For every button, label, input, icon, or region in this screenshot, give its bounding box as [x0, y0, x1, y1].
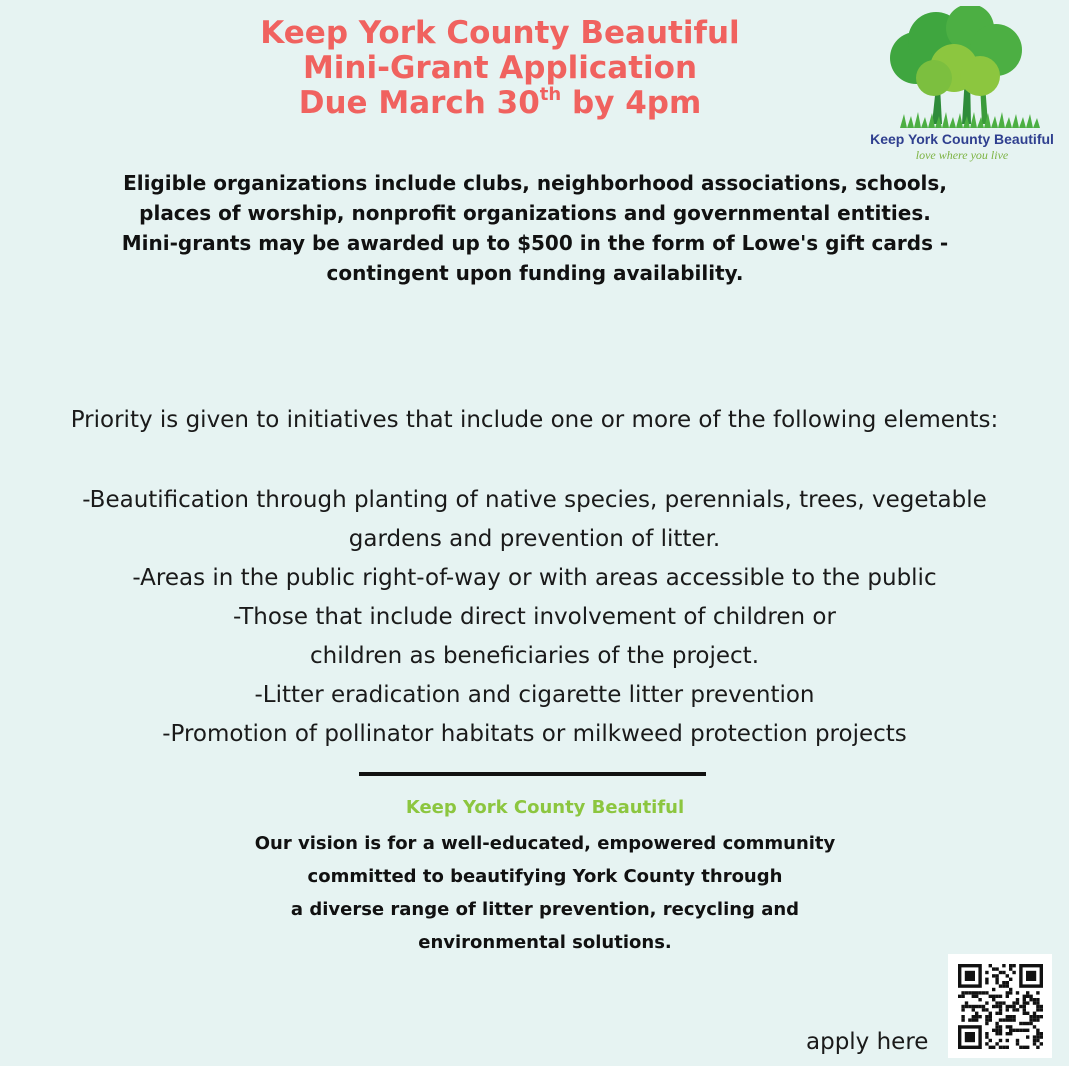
list-item: children as beneficiaries of the project.: [309, 643, 760, 669]
list-item: gardens and prevention of litter.: [348, 526, 721, 552]
intro-line: Eligible organizations include clubs, neighborhood associations, schools,: [123, 171, 947, 195]
list-item: -Areas in the public right-of-way or with areas accessible to the public: [132, 565, 937, 591]
intro-line: places of worship, nonprofit organizations and governmental entities.: [139, 201, 931, 225]
list-item: -Promotion of pollinator habitats or milkweed protection projects: [162, 721, 907, 747]
logo-name: Keep York County Beautiful: [870, 131, 1054, 147]
tree-logo-icon: [870, 6, 1055, 166]
qr-code-icon[interactable]: [948, 954, 1052, 1058]
vision-org-name: Keep York County Beautiful: [405, 797, 685, 818]
logo-tagline: love where you live: [915, 148, 1009, 162]
vision-line: environmental solutions.: [418, 932, 672, 953]
list-item: -Litter eradication and cigarette litter prevention: [254, 682, 815, 708]
due-date: Due March 30th by 4pm: [298, 84, 702, 121]
title-line-2: Mini-Grant Application: [302, 50, 698, 86]
apply-here-label: apply here: [806, 1029, 929, 1055]
list-item: -Those that include direct involvement of children or: [233, 604, 836, 630]
vision-statement: [180, 827, 910, 959]
intro-line: contingent upon funding availability.: [326, 261, 744, 285]
qr-code-graphic: [948, 954, 1052, 1058]
vision-line: committed to beautifying York County through: [307, 866, 783, 887]
page-title: [200, 16, 800, 121]
list-item: -Beautification through planting of native species, perennials, trees, vegetable: [82, 487, 987, 513]
priority-heading: Priority is given to initiatives that include one or more of the following elements:: [70, 407, 999, 433]
vision-line: a diverse range of litter prevention, recycling and: [290, 899, 800, 920]
kycb-logo: [870, 6, 1055, 166]
eligibility-text: [40, 168, 1030, 288]
priority-list: [20, 481, 1049, 754]
intro-line: Mini-grants may be awarded up to $500 in the form of Lowe's gift cards -: [121, 231, 949, 255]
divider: [359, 772, 706, 776]
title-line-1: Keep York County Beautiful: [260, 15, 740, 51]
vision-line: Our vision is for a well-educated, empowered community: [254, 833, 836, 854]
